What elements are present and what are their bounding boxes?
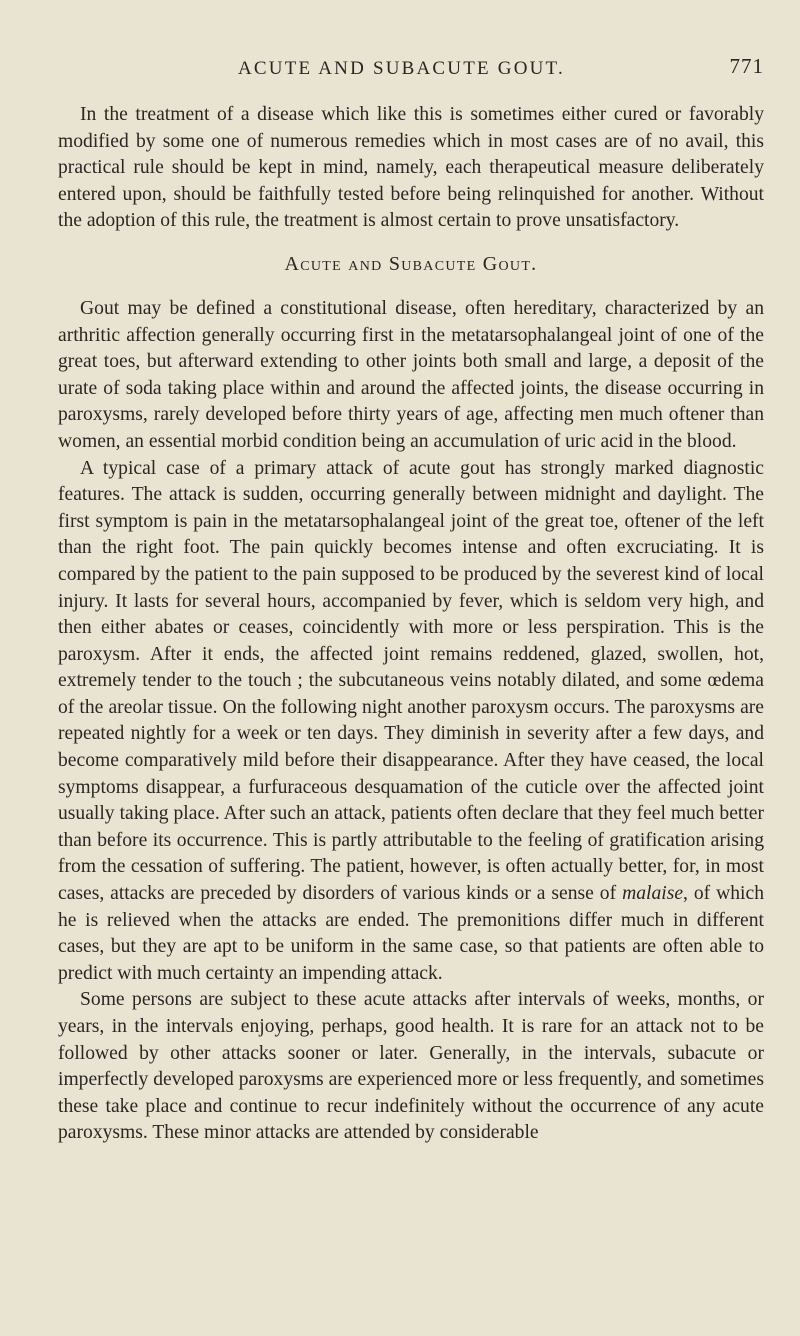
page-number: 771 xyxy=(729,54,764,78)
paragraph-typical-case xyxy=(58,456,764,988)
paragraph-gout-definition: Gout may be defined a constitutional disease, often hereditary, characterized by an arthritic affection generally occurring first in the metatarsophalangeal joint of one of the great toes, but afterward extending to other joints both small and large, a deposit of the urate of soda taking place within and around the affected joints, the disease occurring in paroxysms, rarely developed before thirty years of age, affecting men much oftener than women, an essential morbid condition being an accumulation of uric acid in the blood. xyxy=(58,297,764,452)
typical-case-text-a: A typical case of a primary attack of acute gout has strongly marked diagnostic features. The attack is sudden, occurring generally between midnight and daylight. The first symptom is pain in the metatarsophalangeal joint of the great toe, oftener of the left than the right foot. The pain quickly becomes intense and often excruciating. It is compared by the patient to the pain supposed to be produced by the severest kind of local injury. It lasts for several hours, accompanied by fever, which is seldom very high, and then either abates or ceases, coincidently with more or less perspiration. This is the paroxysm. After it ends, the affected joint remains reddened, glazed, swollen, hot, extremely tender to the touch ; the subcutaneous veins notably dilated, and some œdema of the areolar tissue. On the following night another paroxysm occurs. The paroxysms are repeated nightly for a week or ten days. They diminish in severity after a few days, and become comparatively mild before their disappearance. After they have ceased, the local symptoms disappear, a furfuraceous desquamation of the cuticle over the affected joint usually taking place. After such an attack, patients often declare that they feel much better than before its occurrence. This is partly attributable to the feeling of gratification arising from the cessation of suffering. The patient, however, is often actually better, for, in most cases, attacks are preceded by disorders of various kinds or a sense of xyxy=(58,457,764,905)
paragraph-treatment-rule: In the treatment of a disease which like this is sometimes either cured or favorably modified by some one of numerous remedies which in most cases are of no avail, this practical rule should be kept in mind, namely, each therapeutical measure deliberately entered upon, should be faithfully tested before being relinquished for another. Without the adoption of this rule, the treatment is almost certain to prove unsatisfactory. xyxy=(58,104,764,232)
running-header xyxy=(58,54,764,84)
typical-case-text-b: , of which he is relieved when the attacks are ended. The premonitions differ much in different cases, but they are apt to be uniform in the same case, so that patients are often able to predict with much certainty an impending attack. xyxy=(58,883,764,984)
running-title: ACUTE AND SUBACUTE GOUT. xyxy=(238,58,565,79)
paragraph-recurrence: Some persons are subject to these acute attacks after intervals of weeks, months, or years, in the intervals enjoying, perhaps, good health. It is rare for an attack not to be followed by other attacks sooner or later. Generally, in the intervals, subacute or imperfectly developed paroxysms are experienced more or less frequently, and sometimes these take place and continue to recur indefinitely without the occurrence of any acute paroxysms. These minor attacks are attended by considerable xyxy=(58,989,764,1144)
section-heading: Acute and Subacute Gout. xyxy=(284,252,538,275)
italic-term-malaise: malaise xyxy=(622,883,684,905)
